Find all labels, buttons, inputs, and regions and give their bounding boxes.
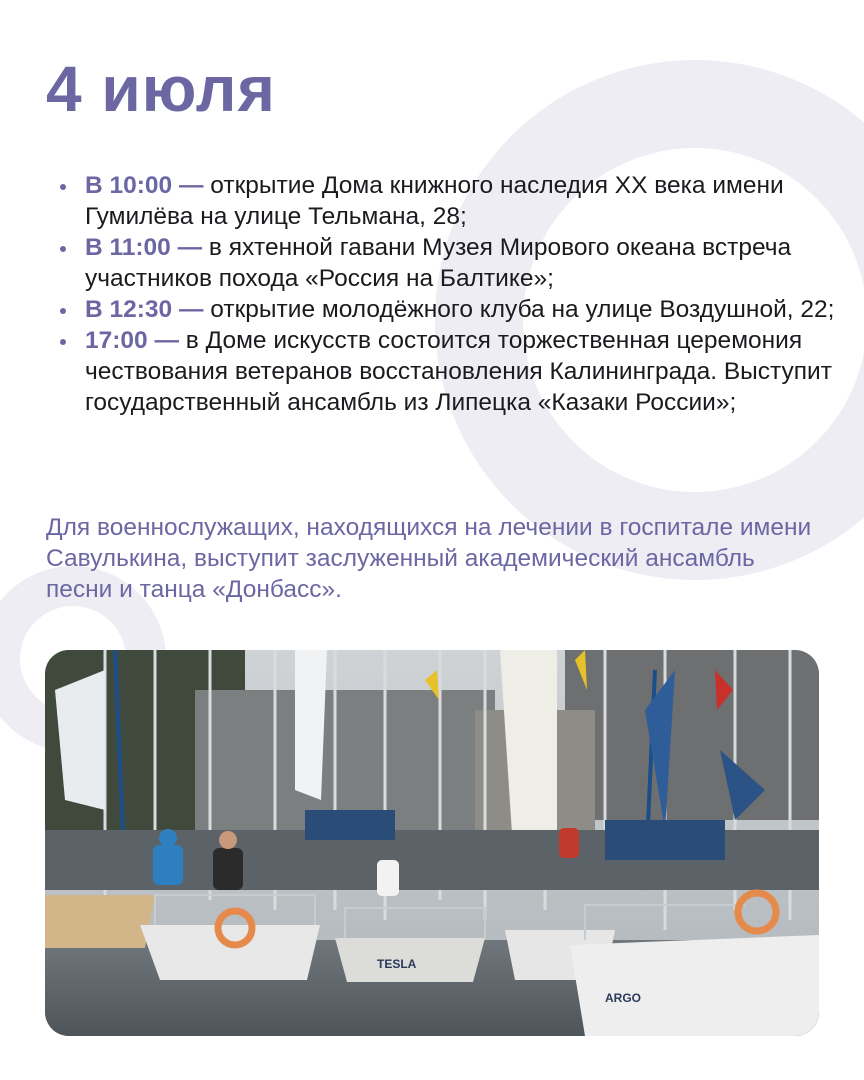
schedule-item [56,325,836,418]
boat-name-tesla: TESLA [377,957,417,971]
schedule-list [56,170,836,418]
schedule-text: в яхтенной гавани Музея Мирового океана встреча участников похода «Россия на Балтике»; [85,234,792,292]
schedule-text: открытие Дома книжного наследия ХХ века имени Гумилёва на улице Тельмана, 28; [85,172,784,230]
hospital-note: Для военнослужащих, находящихся на лечении в госпитале имени Савулькина, выступит заслуженный академический ансамбль песни и танца «Донбасс». [46,514,812,603]
schedule-time: 17:00 — [85,327,179,354]
schedule-time: В 10:00 — [85,172,204,199]
schedule-text: открытие молодёжного клуба на улице Воздушной, 22; [203,296,835,323]
schedule-item [56,232,836,294]
page-title: 4 июля [46,53,276,125]
schedule-time: В 11:00 — [85,234,203,261]
marina-photo [45,650,819,1036]
boat-name-argo: ARGO [605,991,641,1005]
schedule-item [56,170,836,232]
schedule-item [56,294,836,325]
schedule-time: В 12:30 — [85,296,204,323]
schedule-text: в Доме искусств состоится торжественная церемония чествования ветеранов восстановления Калининграда. Выступит государственный ансамбль из Липецка «Казаки России»; [85,327,832,416]
marina-illustration [45,650,819,1036]
